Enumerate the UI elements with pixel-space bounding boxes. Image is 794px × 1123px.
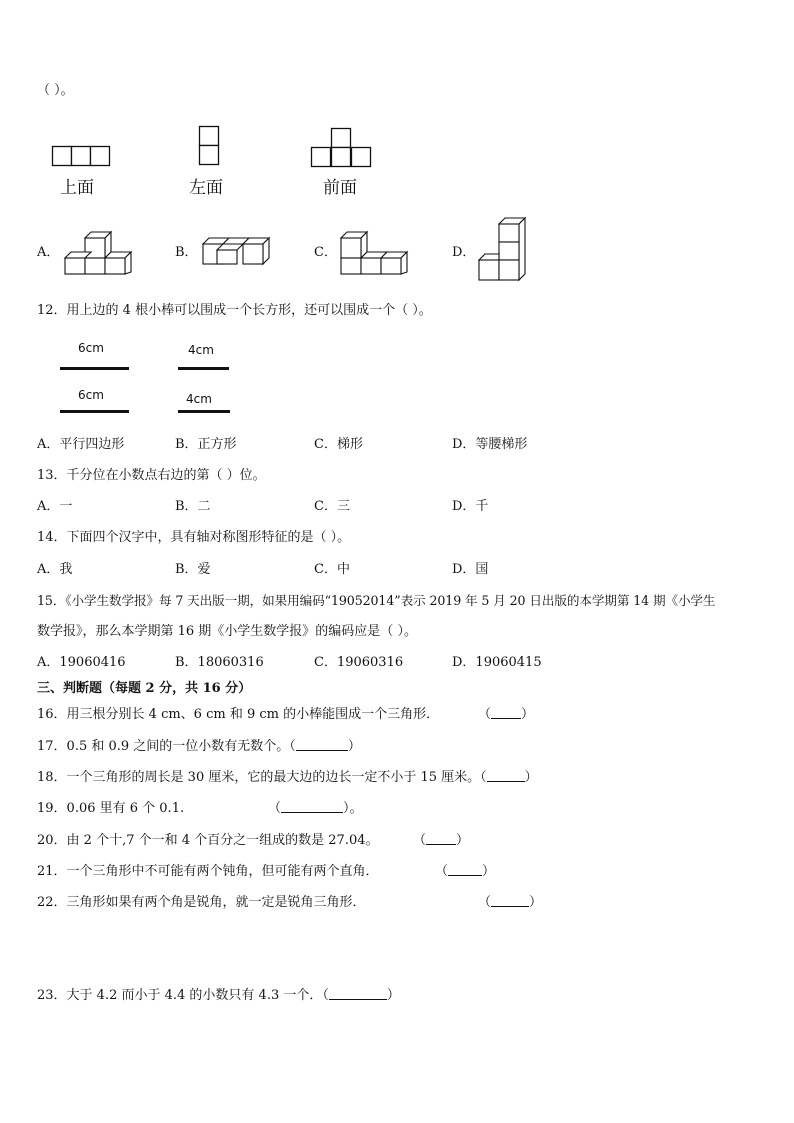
stick-1	[60, 367, 129, 370]
q14-option-d: D．国	[452, 562, 489, 577]
judge-q17: 17．0.5 和 0.9 之间的一位小数有无数个。（ ）	[37, 739, 361, 754]
option-d-cubes	[478, 216, 528, 284]
stick-label-2: 6cm	[78, 388, 104, 402]
q14-option-a: A．我	[37, 562, 73, 577]
q15-option-a: A．19060416	[37, 655, 126, 670]
q15-question-line2: 数学报》，那么本学期第 16 期《小学生数学报》的编码应是（ ）。	[37, 624, 417, 639]
judge-q16-answer: （ ）	[478, 707, 535, 722]
q14-question: 14．下面四个汉字中，具有轴对称图形特征的是（ ）。	[37, 530, 351, 545]
judge-q21-answer: （ ）	[435, 864, 496, 879]
judge-q23: 23．大于 4.2 而小于 4.4 的小数只有 4.3 一个．（ ）	[37, 988, 400, 1003]
q12-option-b: B．正方形	[175, 437, 237, 452]
q15-option-c: C．19060316	[314, 655, 404, 670]
q11-option-d-label: D．	[452, 245, 476, 260]
q12-option-d: D．等腰梯形	[452, 437, 528, 452]
stick-label-3: 4cm	[188, 343, 214, 357]
left-view-diagram	[199, 126, 221, 168]
judge-q22: 22．三角形如果有两个角是锐角，就一定是锐角三角形．	[37, 895, 366, 910]
q15-question-line1: 15．《小学生数学报》每 7 天出版一期，如果用编码“19052014”表示 2019 年 5 月 20 日出版的本学期第 14 期《小学生	[37, 593, 716, 608]
section-title-judgment: 三、判断题（每题 2 分，共 16 分）	[37, 681, 252, 696]
stick-label-1: 6cm	[78, 341, 104, 355]
left-view-label: 左面	[189, 178, 223, 198]
q14-option-b: B．爱	[175, 562, 211, 577]
judge-q19: 19．0.06 里有 6 个 0.1.	[37, 801, 185, 816]
q15-option-d: D．19060415	[452, 655, 542, 670]
q12-option-c: C．梯形	[314, 437, 363, 452]
judge-q19-answer: （ ）。	[268, 801, 363, 816]
q13-option-d: D．千	[452, 499, 489, 514]
judge-q21: 21．一个三角形中不可能有两个钝角，但可能有两个直角．	[37, 864, 379, 879]
stick-3	[178, 367, 229, 370]
judge-q16: 16．用三根分别长 4 cm、6 cm 和 9 cm 的小棒能围成一个三角形．	[37, 707, 440, 722]
option-c-cubes	[340, 230, 410, 276]
q15-option-b: B．18060316	[175, 655, 264, 670]
front-view-diagram	[311, 128, 373, 170]
q11-option-a-label: A．	[37, 245, 60, 260]
q11-option-c-label: C．	[314, 245, 337, 260]
top-view-label: 上面	[60, 178, 94, 198]
option-a-cubes	[64, 230, 134, 276]
stick-2	[60, 410, 129, 413]
stick-4	[178, 410, 230, 413]
q13-option-c: C．三	[314, 499, 350, 514]
q12-option-a: A．平行四边形	[37, 437, 125, 452]
q13-option-b: B．二	[175, 499, 211, 514]
q13-question: 13．千分位在小数点右边的第（ ）位。	[37, 468, 266, 483]
judge-q22-answer: （ ）	[478, 895, 543, 910]
judge-q18: 18．一个三角形的周长是 30 厘米，它的最大边的边长一定不小于 15 厘米。（ ）	[37, 770, 538, 785]
top-view-diagram	[52, 146, 112, 168]
judge-q20-answer: （ ）	[413, 833, 470, 848]
q14-option-c: C．中	[314, 562, 350, 577]
q12-question: 12．用上边的 4 根小棒可以围成一个长方形，还可以围成一个（ ）。	[37, 303, 432, 318]
option-b-cubes	[202, 236, 274, 266]
q13-option-a: A．一	[37, 499, 73, 514]
judge-q20: 20．由 2 个十,7 个一和 4 个百分之一组成的数是 27.04。	[37, 833, 379, 848]
front-view-label: 前面	[323, 178, 357, 198]
stick-label-4: 4cm	[186, 392, 212, 406]
q11-answer-paren: （ ）。	[37, 83, 74, 98]
q11-option-b-label: B．	[175, 245, 198, 260]
